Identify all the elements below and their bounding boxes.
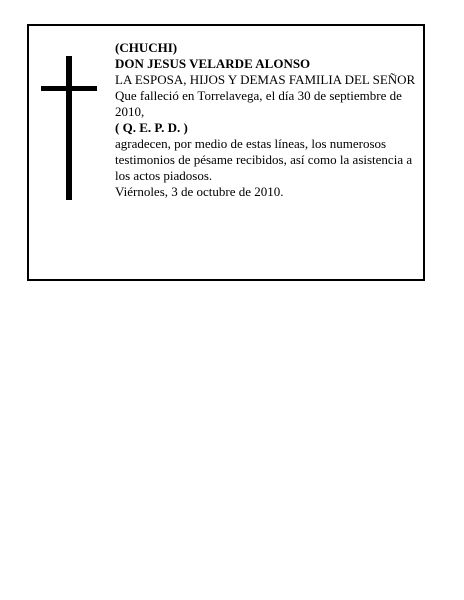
cross-vertical-bar	[66, 56, 72, 200]
notice-date: Viérnoles, 3 de octubre de 2010.	[115, 184, 284, 199]
notice-text-block	[115, 40, 421, 200]
obituary-notice	[27, 24, 425, 281]
family-line: LA ESPOSA, HIJOS Y DEMAS FAMILIA DEL SEÑOR	[115, 72, 416, 87]
deceased-nickname: (CHUCHI)	[115, 40, 178, 55]
cross-icon	[41, 56, 97, 200]
deceased-name: DON JESUS VELARDE ALONSO	[115, 56, 311, 71]
cross-horizontal-bar	[41, 86, 97, 91]
death-announcement: Que falleció en Torrelavega, el día 30 de septiembre de 2010,	[115, 88, 402, 119]
rip-line: ( Q. E. P. D. )	[115, 120, 188, 135]
thanks-text: agradecen, por medio de estas líneas, los numerosos testimonios de pésame recibidos, así como la asistencia a los actos piadosos.	[115, 136, 413, 183]
